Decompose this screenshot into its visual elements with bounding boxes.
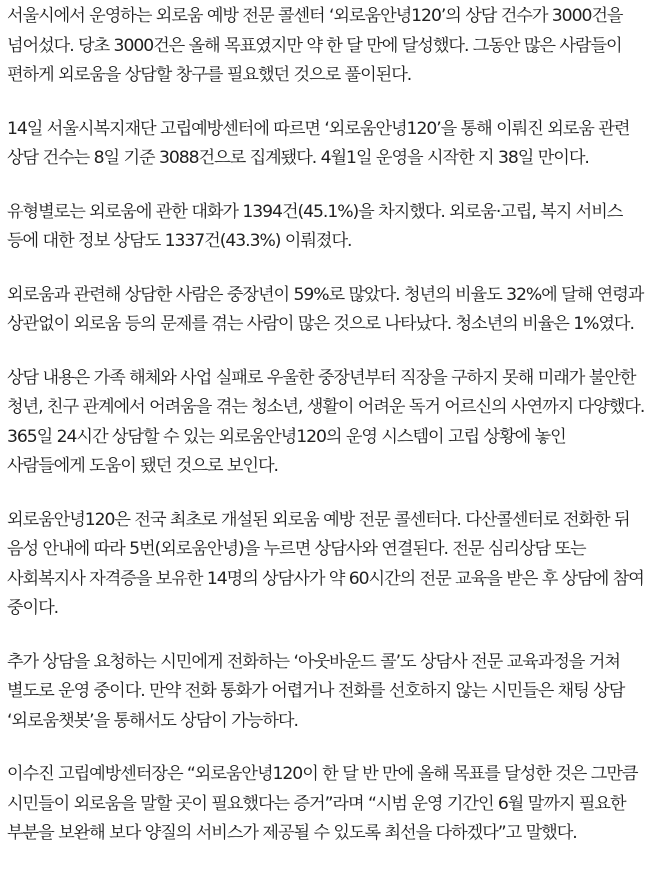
paragraph-director-quote: 이수진 고립예방센터장은 “외로움안녕120이 한 달 반 만에 올해 목표를 달성한 것은 그만큼 시민들이 외로움을 말할 곳이 필요했다는 증거”라며 “시범 운영 기간인 6월 말까지 필요한 부분을 보완해 보다 양질의 서비스가 제공될 수 있도록 최선을 다하겠다”고 말했다. bbox=[7, 764, 638, 843]
paragraph-intro: 서울시에서 운영하는 외로움 예방 전문 콜센터 ‘외로움안녕120’의 상담 건수가 3000건을 넘어섰다. 당초 3000건은 올해 목표였지만 약 한 달 만에 달성했다. 그동안 많은 사람들이 편하게 외로움을 상담할 창구를 필요했던 것으로 풀이된다. bbox=[7, 6, 623, 85]
paragraph-consultation-count: 14일 서울시복지재단 고립예방센터에 따르면 ‘외로움안녕120’을 통해 이뤄진 외로움 관련 상담 건수는 8일 기준 3088건으로 집계됐다. 4월1일 운영을 시작한 지 38일 만이다. bbox=[7, 118, 630, 168]
paragraph-consultation-content: 상담 내용은 가족 해체와 사업 실패로 우울한 중장년부터 직장을 구하지 못해 미래가 불안한 청년, 친구 관계에서 어려움을 겪는 청소년, 생활이 어려운 독거 어르신의 사연까지 다양했다. 365일 24시간 상담할 수 있는 외로움안녕120의 운영 시스템이 고립 상황에 놓인 사람들에게 도움이 됐던 것으로 보인다. bbox=[7, 367, 645, 476]
paragraph-age-groups: 외로움과 관련해 상담한 사람은 중장년이 59%로 많았다. 청년의 비율도 32%에 달해 연령과 상관없이 외로움 등의 문제를 겪는 사람이 많은 것으로 나타났다. 청소년의 비율은 1%였다. bbox=[7, 284, 644, 334]
paragraph-center-description: 외로움안녕120은 전국 최초로 개설된 외로움 예방 전문 콜센터다. 다산콜센터로 전화한 뒤 음성 안내에 따라 5번(외로움안녕)을 누르면 상담사와 연결된다. 전문 심리상담 또는 사회복지사 자격증을 보유한 14명의 상담사가 약 60시간의 전문 교육을 받은 후 상담에 참여 중이다. bbox=[7, 509, 644, 618]
paragraph-outbound-call: 추가 상담을 요청하는 시민에게 전화하는 ‘아웃바운드 콜’도 상담사 전문 교육과정을 거쳐 별도로 운영 중이다. 만약 전화 통화가 어렵거나 전화를 선호하지 않는 시민들은 채팅 상담 ‘외로움챗봇’을 통해서도 상담이 가능하다. bbox=[7, 651, 625, 731]
paragraph-consultation-types: 유형별로는 외로움에 관한 대화가 1394건(45.1%)을 차지했다. 외로움·고립, 복지 서비스 등에 대한 정보 상담도 1337건(43.3%) 이뤄졌다. bbox=[7, 201, 623, 251]
article-body bbox=[7, 2, 645, 849]
